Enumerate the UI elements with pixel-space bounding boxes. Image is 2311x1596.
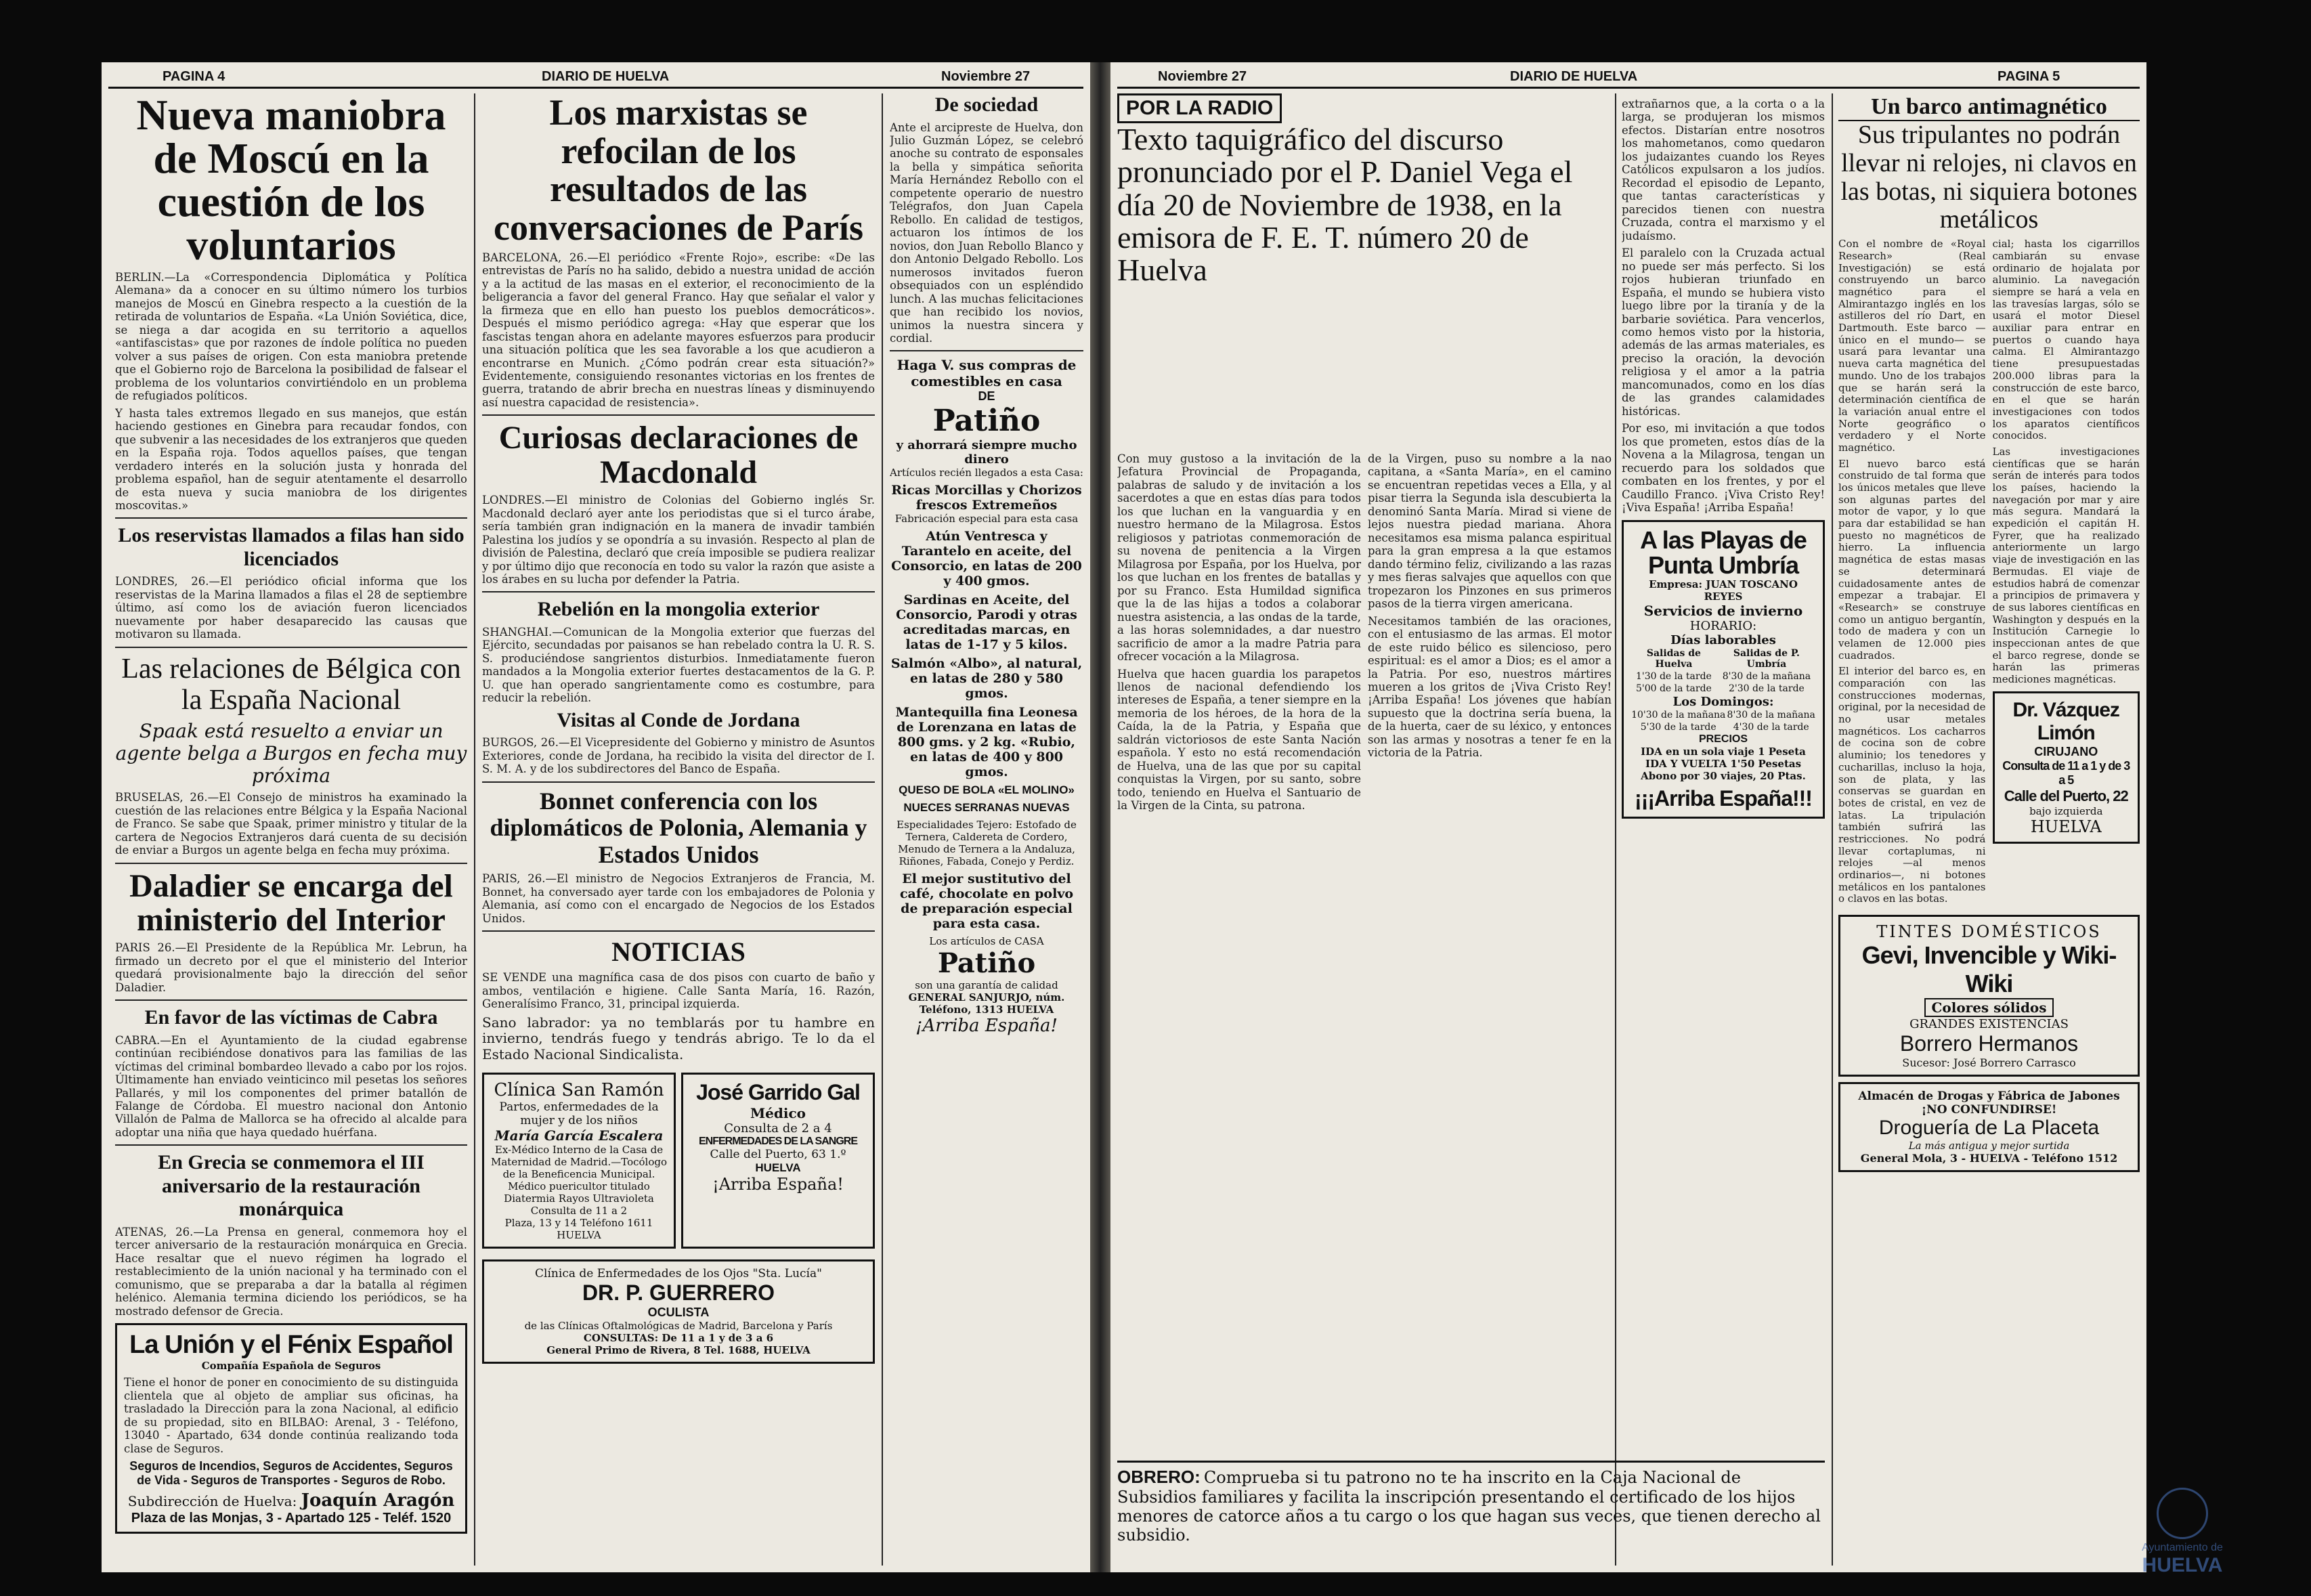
column-1 (115, 93, 467, 1563)
ad-tintes-successor: Sucesor: José Borrero Carrasco (1902, 1056, 2076, 1070)
obrero-label: OBRERO: (1117, 1467, 1201, 1487)
ad-patino-save: y ahorrará siempre mucho dinero (896, 438, 1077, 467)
ad-guerrero (482, 1259, 875, 1364)
headline-belgium: Las relaciones de Bélgica con la España Nacional (121, 653, 461, 716)
ad-union-name: La Unión y el Fénix Español (129, 1331, 453, 1360)
paper-title-right: DIARIO DE HUELVA (1510, 69, 1638, 84)
headline-reservists: Los reservistas llamados a filas han sido licenciados (118, 524, 465, 570)
article-macdonald-body: LONDRES.—El ministro de Colonias del Gobierno inglés Sr. Macdonald declaró ayer ante los periodistas que si el turco árabe, sería también gran indignación en la manera de invadir también Palestina los judíos y se opondría a su invasión. Respecto al plan de división de Palestina, declaró que creía imposible se pudiera realizar y por último dijo que reconocía en todo su valor la razón que asiste a los árabes en su lucha por defender la Patria. (482, 494, 875, 586)
ad-clinic-hours: Consulta de 11 a 2 (530, 1204, 628, 1217)
running-head-right (1117, 69, 2140, 89)
article-moscow-cont: Y hasta tales extremos llegado en sus manejos, que están haciendo gestiones en Ginebra para recaudar fondos, con que subvenir a las necesidades de los extranjeros que queden en la España roja. Todos aquellos países, que tengan verdadero interés en la solución justa y honrada del problema español, han de seguir atentamente el desarrollo de esta nueva y sucia maniobra de los dirigentes moscovitas.» (115, 406, 467, 512)
radio-col2b: El paralelo con la Cruzada actual no puede ser más perfecto. Si los rojos hubieran triunfado en España, el mundo se hubiera visto luego libre por la tiranía y de la barbarie soviética. Para vencerlos, como hemos visto por la historia, además de las armas materiales, es preciso la oración, la devoción religiosa y el amor a la patria mancomunados, como en los días de las grandes calamidades históricas. (1622, 246, 1825, 418)
ad-playas-timetable-sunday (1630, 709, 1816, 733)
ad-garrido-city: HUELVA (755, 1161, 801, 1174)
headline-cabra: En favor de las víctimas de Cabra (144, 1006, 438, 1029)
ad-patino-item9: El mejor sustitutivo del café, chocolate en polvo de preparación especial para esta casa. (899, 871, 1074, 932)
ad-garrido-name: José Garrido Gal (696, 1079, 860, 1104)
ad-playas-punta-umbria (1622, 520, 1825, 819)
page-number-right: PAGINA 5 (1997, 69, 2060, 84)
ad-guerrero-top: Clínica de Enfermedades de los Ojos "Sta. Lucía" (535, 1266, 822, 1280)
paper-title: DIARIO DE HUELVA (542, 69, 670, 84)
ad-patino-slogan: ¡Arriba España! (915, 1016, 1058, 1037)
timetable-cell: 8'30 de la mañana (1722, 671, 1811, 683)
headline-greece: En Grecia se conmemora el III aniversario de la restauración monárquica (158, 1151, 425, 1221)
ad-union-sub: Compañía Española de Seguros (201, 1360, 381, 1373)
ad-clinic-line2: Ex-Médico Interno de la Casa de Maternidad de Madrid.—Tocólogo de la Beneficencia Municipal. (491, 1143, 668, 1180)
ship-column (1838, 93, 2140, 1563)
noticias-body: SE VENDE una magnífica casa de dos pisos con cuarto de baño y ambos, ventilación e higiene. Calle Santa María, 16. Razón, Generalísimo Franco, 31, principal izquierda. (482, 971, 875, 1011)
ad-tintes-top: TINTES DOMÉSTICOS (1876, 922, 2102, 942)
article-belgium-body: BRUSELAS, 26.—El Consejo de ministros ha examinado la cuestión de las relaciones entre Bélgica y la España Nacional de Franco. Se sabe que Spaak, primer ministro y titular de la cartera de Negocios Extranjeros dará cuenta de su decisión de enviar a Burgos un agente belga en fecha muy próxima. (115, 791, 467, 857)
ad-union-agent: Joaquín Aragón (301, 1490, 455, 1511)
watermark-line2: HUELVA (2142, 1554, 2223, 1576)
ad-guerrero-line2: CONSULTAS: De 11 a 1 y de 3 a 6 (583, 1331, 774, 1344)
obrero-text: Comprueba si tu patrono no te ha inscrito en la Caja Nacional de Subsidios familiares y facilita la inscripción presentando el certificado de los hijos menores de catorce años a tu cargo o los que hagan sus veces, que tienen derecho al subsidio. (1117, 1468, 1821, 1545)
ad-clinic-city: HUELVA (557, 1228, 601, 1241)
article-rebellion-body: SHANGHAI.—Comunican de la Mongolia exterior que fuerzas del Ejército, secundadas por paisanos se han rebelado contra la U. R. S. S. produciéndose sangrientos disturbios. Inmediatamente fueron mandados a la Mongolia exterior fuertes destacamentos de la G. P. U. que han operado sangrientamente como es costumbre, para reducir la rebelión. (482, 625, 875, 705)
ship-body-3: El interior del barco es, en comparación con las construcciones modernas, original, por la necesidad de no usar metales magnéticos. Los cacharros de cocina son de cobre aluminio; los tenedores y cucharillas, incluso la hoja, son de plata, y las conservas se guardan en botes de cristal, en vez de latas. La tripulación también sufrirá las restricciones. No podrá llevar cortaplumas, ni relojes —al menos ordinarios—, ni botones metálicos en los pantalones o clavos en las botas. (1838, 665, 1986, 905)
ad-clinic-name: Clínica San Ramón (494, 1079, 664, 1100)
ship-kicker: Un barco antimagnético (1838, 93, 2140, 121)
ad-playas-service: Servicios de invierno (1643, 603, 1803, 620)
ad-playas-prices: PRECIOS (1698, 733, 1748, 746)
ad-patino-name2: Patiño (937, 947, 1036, 980)
ad-union-address: Plaza de las Monjas, 3 - Apartado 125 - Teléf. 1520 (131, 1511, 452, 1526)
ad-playas-p2: IDA Y VUELTA 1'50 Pesetas (1645, 758, 1802, 771)
ad-patino-item3: Sardinas en Aceite, del Consorcio, Parodi y otras acreditadas marcas, en latas de 1-17 y 5 kilos. (896, 592, 1077, 653)
obrero-notice (1117, 1461, 1825, 1568)
ad-patino-quality: son una garantía de calidad (915, 979, 1058, 992)
radio-body-2: Huelva que hacen guardia los parapetos llenos de nacional defendiendo los intereses de España, a tener siempre en la memoria de los héroes, de la hora de la Caída, la de la Patria, y España que saldrán victoriosos de este Santa Nación española. Y esto no está recomendación de Huelva, una de las que por su capital conquistas la Virgen, por su santo, sobre todo, teniendo en Huelva el Santuario de la Virgen de la Cinta, su patrona. (1117, 667, 1361, 813)
ad-patino-arrived: Artículos recién llegados a esta Casa: (890, 467, 1083, 479)
article-marxists-body: BARCELONA, 26.—El periódico «Frente Rojo», escribe: «De las entrevistas de París no ha salido, debido a nuestra unidad de acción y a la actitud de las masas en el exterior, el reconocimiento de la beligerancia a favor del general Franco. Hay que señalar el valor y la firmeza que en ello han puesto los pueblos democráticos». Después el mismo periódico agrega: «Hay que esperar que los fascistas tengan ahora en adelante mayores esfuerzos para producir una situación política que les sea favorable a los que acudieron a encontrarse en Munich. ¿Cómo podrán crear esta situación?» Evidentemente, consiguiendo resonantes victorias en los frentes de guerra, tratando de abrir brecha en nuestras líneas y disminuyendo así nuestra capacidad de resistencia». (482, 251, 875, 409)
ad-patino-item5: Mantequilla fina Leonesa de Lorenzana en latas de 800 gms. y 2 kg. «Rubio, en latas de 400 y 800 gmos. (895, 705, 1078, 780)
timetable-cell: 2'30 de la tarde (1728, 683, 1805, 695)
radio-speech-head (1117, 93, 1612, 473)
headline-rebellion: Rebelión en la mongolia exterior (537, 598, 820, 621)
column-2 (482, 93, 875, 1563)
ad-clinic-line3: Médico puericultor titulado (508, 1180, 650, 1192)
headline-jordana: Visitas al Conde de Jordana (557, 708, 800, 731)
ad-tintes (1838, 915, 2140, 1077)
ad-playas-sundays: Los Domingos: (1672, 695, 1774, 710)
ad-garrido-gal (681, 1073, 875, 1249)
article-society-body: Ante el arcipreste de Huelva, don Julio Guzmán López, se celebró anoche su contrato de esponsales la bella y simpática señorita María Hernández Rebollo con el competente operario de nuestro Telégrafos, don Juan Capela Rebollo. En calidad de testigos, actuaron los íntimos de los novios, don Juan Rebollo Blanco y don Antonio Delgado Rebollo. Los numerosos invitados fueron obsequiados con un espléndido lunch. A las muchas felicitaciones que han recibido los novios, unimos la nuestra sincera y cordial. (890, 121, 1083, 345)
ad-patino-address: GENERAL SANJURJO, núm. Teléfono, 1313 HUELVA (908, 991, 1065, 1016)
deck-belgium: Spaak está resuelto a enviar un agente belga a Burgos en fecha muy próxima (115, 720, 467, 788)
ad-patino-item8: Especialidades Tejero: Estofado de Ternera, Caldereta de Cordero, Menudo de Ternera a la Andaluza, Riñones, Fabada, Conejo y Perdiz. (897, 819, 1077, 868)
ship-body-2: El nuevo barco está construido de tal forma que los únicos metales que lleve son algunas partes del motor de vapor, y lo que para dar estabilidad se han puesto no magnéticos de hierro. La influencia magnética de estas masas se determinará cuidadosamente antes de empezar a trabajar. El «Research» se construye como un antiguo bergantín, todo de madera y con un velamen de 12.000 pies cuadrados. (1838, 457, 1986, 662)
headline-radio: Texto taquigráfico del discurso pronunciado por el P. Daniel Vega el día 20 de Noviembre de 1938, en la emisora de F. E. T. número 20 de Huelva (1117, 122, 1573, 288)
timetable-cell: 1'30 de la tarde (1635, 671, 1712, 683)
ad-vazquez-address: Calle del Puerto, 22 (2004, 787, 2128, 804)
ad-guerrero-line3: General Primo de Rivera, 8 Tel. 1688, HUELVA (546, 1343, 811, 1356)
headline-marxists: Los marxistas se refocilan de los resultados de las conversaciones de París (494, 93, 863, 249)
newspaper-page-5 (1110, 62, 2146, 1572)
ad-patino-item6: QUESO DE BOLA «EL MOLINO» (899, 783, 1075, 797)
ad-patino-item2: Atún Ventresca y Tarantelo en aceite, del Consorcio, en latas de 200 y 400 gmos. (891, 529, 1082, 589)
ad-clinic-line1: Partos, enfermedades de la mujer y de los niños (499, 1100, 659, 1127)
ship-body-4: cial; hasta los cigarrillos cambiarán su envase ordinario de hojalata por aluminio. La navegación siempre se hará a vela en las travesías largas, sólo se usará el motor Diesel auxiliar para entrar en puertos o cuando haya calma. El Almirantazgo tiene presupuestadas 200.000 libras para la construcción de este barco, en el que se harán investigaciones con todos los aparatos científicos conocidos. (1992, 238, 2140, 442)
radio-body-1: Con muy gustoso a la invitación de la Jefatura Provincial de Propaganda, palabras de saludo y de invitación a los sacerdotes a que en estas días para todos los que luchan en la vanguardia y en nuestro hermano de la Milagrosa. Estos religiosos y patriotas conmemoración de su novena de penitencia a la Virgen Milagrosa por España, por los Huelva, por los que luchan en los frentes de batallas y por su Franco. Esta Humildad significa que la de las hijas a todos a colaborar nuestra asistencia, a las ondas de la tarde, a las horas solemnidades, a dar nuestro sacrificio de amor a la madre Patria para ofrecer vocación a la Milagrosa. (1117, 452, 1361, 664)
ad-union-text: Tiene el honor de poner en conocimiento de su distinguida clientela que al objeto de ampliar sus oficinas, ha trasladado la Dirección para la zona Nacional, al edificio de su propiedad, sito en BILBAO: Arenal, 3 - Teléfono, 13040 - Apartado, 634 donde continúa realizando toda clase de Seguros. (124, 1376, 458, 1455)
ad-placeta (1838, 1082, 2140, 1172)
radio-body-4: Necesitamos también de las oraciones, con el entusiasmo de las armas. El motor de este ruido bélico es silencioso, pero espiritual: es el amor a Dios; es el amor a la Patria. Por eso, nuestros mártires mueren a los gritos de ¡Viva Cristo Rey! ¡Arriba España! Los jóvenes que habían supuesto que la doctrina sería buena, la de la huerta, caer de su léxico, y entonces son las armas y nosotras a tener fe en la victoria de la Patria. (1368, 614, 1612, 760)
ad-playas-hours-label: HORARIO: (1689, 619, 1757, 634)
ad-patino-item4: Salmón «Albo», al natural, en latas de 280 y 580 gmos. (890, 656, 1083, 702)
ad-vazquez-title: CIRUJANO (2034, 744, 2098, 758)
ad-playas-slogan: ¡¡¡Arriba España!!! (1635, 786, 1812, 811)
radio-col2c: Por eso, mi invitación a que todos los que prometen, estos días de la Novena a la Milagrosa, tengan un recuerdo para los soldados que combaten en los frentes, y por el Caudillo Franco. ¡Viva Cristo Rey! ¡Viva España! ¡Arriba España! (1622, 422, 1825, 515)
ad-tintes-sub: Colores sólidos (1924, 998, 2053, 1017)
column-3 (890, 93, 1083, 1563)
ad-patino-item1b: Fabricación especial para esta casa (894, 513, 1079, 525)
ad-placeta-name: Droguería de La Placeta (1878, 1117, 2100, 1140)
ad-playas-timetable (1630, 647, 1816, 695)
article-greece-body: ATENAS, 26.—La Prensa en general, conmemora hoy el tercer aniversario de la restauración monárquica en Grecia. Hace resaltar que el nuevo régimen ha logrado el restablecimiento de la unión nacional y ha terminado con el comunismo, que se preparaba a dar la batalla al régimen helénico. Alemania termina diciendo los periódicos, se ha mostrado defensor de Grecia. (115, 1225, 467, 1318)
ad-playas-name: A las Playas de Punta Umbría (1640, 525, 1807, 580)
ad-clinic-doctor: María García Escalera (494, 1127, 664, 1144)
ad-garrido-slogan: ¡Arriba España! (712, 1174, 844, 1194)
ad-garrido-address: Calle del Puerto, 63 1.º (710, 1147, 846, 1161)
ad-playas-days: Días laborables (1670, 633, 1776, 648)
ad-clinic-line4: Diatermia Rayos Ultravioleta (504, 1192, 654, 1205)
timetable-col-b: Salidas de P. Umbría (1733, 648, 1800, 670)
ad-placeta-top: Almacén de Drogas y Fábrica de Jabones (1858, 1090, 2120, 1104)
ad-playas-company: Empresa: JUAN TOSCANO REYES (1649, 578, 1798, 603)
ad-patino-item7: NUECES SERRANAS NUEVAS (903, 801, 1070, 815)
noticias-slogan: Sano labrador: ya no temblarás por tu hambre en invierno, tendrás fuego y tendrás abrigo. Te lo da el Estado Nacional Sindicalista. (482, 1014, 875, 1062)
ad-garrido-spec: ENFERMEDADES DE LA SANGRE (699, 1135, 857, 1147)
ad-tintes-seller: Borrero Hermanos (1899, 1031, 2079, 1056)
archive-watermark (2088, 1488, 2277, 1576)
ad-vazquez-floor: bajo izquierda (2029, 804, 2103, 817)
headline-ship: Sus tripulantes no podrán llevar ni relojes, ni clavos en las botas, ni siquiera botones metálicos (1840, 121, 2138, 234)
headline-bonnet: Bonnet conferencia con los diplomáticos de Polonia, Alemania y Estados Unidos (490, 787, 867, 868)
radio-col-c (1622, 93, 1825, 1150)
radio-body-3: de la Virgen, puso su nombre a la nao capitana, a «Santa María», en el camino se encuentran repetidas veces a Ella, y al pisar tierra la Segunda isla descubierta la denominó Santa María. Mirad si viene de lejos nuestra piedad mariana. Ahora necesitamos esa misma palanca espiritual para la gran empresa a la que estamos dando término feliz, civilizando a las razas y mes fieras salvajes que aquellos con que tropezaron los Pinzones en sus primeros pasos de la tierra virgen americana. (1368, 452, 1612, 611)
ad-patino-item1: Ricas Morcillas y Chorizos frescos Extremeños (891, 483, 1082, 513)
ad-garrido-title: Médico (750, 1104, 806, 1121)
ad-vazquez-hours: Consulta de 11 a 1 y de 3 a 5 (2002, 758, 2130, 787)
page-gutter (1090, 62, 1110, 1572)
ad-patino-bottom: Los artículos de CASA (929, 935, 1044, 948)
watermark-line1: Ayuntamiento de (2142, 1542, 2223, 1553)
ad-vazquez-limon (1993, 691, 2140, 844)
article-cabra-body: CABRA.—En el Ayuntamiento de la ciudad egabrense continúan recibiéndose donativos para las familias de las víctimas del criminal bombardeo llevado a cabo por los rojos. Últimamente han enviado veinticinco mil pesetas los señores Pallarés, y mil los componentes del primer batallón de Falange de Córdoba. El muestro nacional don Antonio Villalón de Palma de Mallorca se ha ofrecido al alcalde para adoptar una niña que haya quedado huérfana. (115, 1033, 467, 1139)
ad-patino-name: Patiño (932, 404, 1041, 439)
ad-union-subdir: Subdirección de Huelva: (127, 1493, 297, 1509)
timetable-cell: 10'30 de la mañana (1631, 710, 1726, 721)
ad-guerrero-name: DR. P. GUERRERO (582, 1280, 775, 1305)
ad-patino-top: Haga V. sus compras de comestibles en casa (897, 357, 1077, 390)
city-seal-icon (2157, 1488, 2208, 1539)
article-bonnet-body: PARIS, 26.—El ministro de Negocios Extranjeros de Francia, M. Bonnet, ha conversado ayer tarde con los embajadores de Polonia y Alemania, así como con el encargado de Negocios de los Estados Unidos. (482, 872, 875, 925)
ad-placeta-address: General Mola, 3 - HUELVA - Teléfono 1512 (1860, 1152, 2118, 1165)
ad-tintes-stock: GRANDES EXISTENCIAS (1909, 1017, 2069, 1032)
ad-garrido-hours: Consulta de 2 a 4 (724, 1121, 832, 1136)
ad-tintes-name: Gevi, Invencible y Wiki-Wiki (1861, 941, 2117, 998)
timetable-cell: 8'30 de la mañana (1727, 710, 1815, 721)
ad-union-lines: Seguros de Incendios, Seguros de Accidentes, Seguros de Vida - Seguros de Transportes - Seguros de Robo. (129, 1459, 453, 1487)
radio-kicker: POR LA RADIO (1117, 93, 1282, 123)
timetable-col-a: Salidas de Huelva (1646, 648, 1701, 670)
page-number: PAGINA 4 (163, 69, 225, 84)
ad-guerrero-title: OCULISTA (647, 1305, 710, 1319)
headline-noticias: NOTICIAS (611, 936, 746, 968)
radio-col2a: extrañarnos que, a la corta o a la larga, se produjeran los mismos efectos. Distarían entre nosotros los mahometanos, como quedaron los judaizantes cuando los Reyes Católicos expulsaron a los judíos. Recordad el episodio de Lepanto, que tantas características y parecidos tienen con nuestra Cruzada, contra el marxismo y el judaísmo. (1622, 98, 1825, 242)
ship-body-5: Las investigaciones científicas que se harán serán de interés para todos los países, haciendo la navegación por mar y aire más segura. Mandará la expedición el capitán H. Fyrer, que ha realizado anteriormente un largo viaje de investigación en las Bermudas. El viaje de estudios habrá de comenzar a principios de primavera y de sus labores científicas en Washington y después en la Institución Carnegie lo inspeccionan antes de que el barco regrese, donde se harán las primeras mediciones magnéticas. (1992, 445, 2140, 686)
ship-body-1: Con el nombre de «Royal Research» (Real Investigación) se está construyendo un barco magnético para el Almirantazgo inglés en los astilleros del río Dart, en Dartmouth. Este barco —único en el mundo— se usará para levantar una nueva carta magnética del mundo. Uno de los trabajos que se harán será la determinación científica de la variación anual entre el Norte geográfico o verdadero y el Norte magnético. (1838, 238, 1986, 454)
ad-clinic-address: Plaza, 13 y 14 Teléfono 1611 (504, 1216, 653, 1229)
ad-guerrero-line1: de las Clínicas Oftalmológicas de Madrid, Barcelona y París (524, 1319, 833, 1332)
ad-vazquez-name: Dr. Vázquez Limón (2012, 698, 2119, 744)
page-date: Noviembre 27 (941, 69, 1031, 84)
running-head-left (108, 69, 1083, 89)
ad-playas-p1: IDA en un sola viaje 1 Peseta (1641, 746, 1806, 758)
page-date-right: Noviembre 27 (1158, 69, 1247, 84)
headline-daladier: Daladier se encarga del ministerio del Interior (129, 867, 453, 938)
newspaper-page-4 (102, 62, 1090, 1572)
ad-placeta-sub: La más antigua y mejor surtida (1908, 1140, 2070, 1152)
ad-vazquez-city: HUELVA (2030, 817, 2102, 836)
article-jordana-body: BURGOS, 26.—El Vicepresidente del Gobierno y ministro de Asuntos Exteriores, conde de Jordana, ha recibido la visita del director de I. S. M. A. y de los subdirectores del Banco de España. (482, 736, 875, 776)
article-daladier-body: PARIS 26.—El Presidente de la República Mr. Lebrun, ha firmado un decreto por el que el ministerio del Interior quedará provisionalmente bajo la dirección del señor Daladier. (115, 941, 467, 994)
article-reservists-body: LONDRES, 26.—El periódico oficial informa que los reservistas de la Marina llamados a filas el 28 de septiembre último, así como los de aviación fueron licenciados nuevamente por haber desaparecido las causas que motivaron su llamada. (115, 575, 467, 641)
headline-macdonald: Curiosas declaraciones de Macdonald (498, 420, 859, 490)
ad-patino (890, 357, 1083, 1036)
ad-placeta-warn: ¡NO CONFUNDIRSE! (1921, 1103, 2057, 1117)
ad-playas-p3: Abono por 30 viajes, 20 Ptas. (1641, 770, 1806, 783)
ad-clinica-san-ramon (482, 1073, 676, 1249)
headline-moscow: Nueva maniobra de Moscú en la cuestión de los voluntarios (136, 93, 446, 269)
timetable-cell: 4'30 de la tarde (1733, 722, 1809, 733)
ad-patino-de: DE (978, 389, 995, 404)
radio-col-a (1117, 448, 1361, 1464)
timetable-cell: 5'30 de la tarde (1640, 722, 1716, 733)
ad-union-fenix (115, 1323, 467, 1534)
timetable-cell: 5'00 de la tarde (1635, 683, 1712, 695)
radio-col-b (1368, 448, 1612, 1464)
headline-society: De sociedad (934, 93, 1039, 116)
article-moscow-body: BERLIN.—La «Correspondencia Diplomática y Política Alemana» da a conocer en su último número los turbios manejos de Moscú en Ginebra respecto a la cuestión de la retirada de voluntarios de España. «La Unión Soviética, dice, se niega a dar acogida en su territorio a aquellos «antifascistas» que por razones de índole política no pueden volver a sus países de origen. Con esta maniobra pretende que el Gobierno rojo de Barcelona la posibilidad de falsear el problema de los voluntarios convirtiéndolo en un problema de refugiados políticos. (115, 271, 467, 403)
